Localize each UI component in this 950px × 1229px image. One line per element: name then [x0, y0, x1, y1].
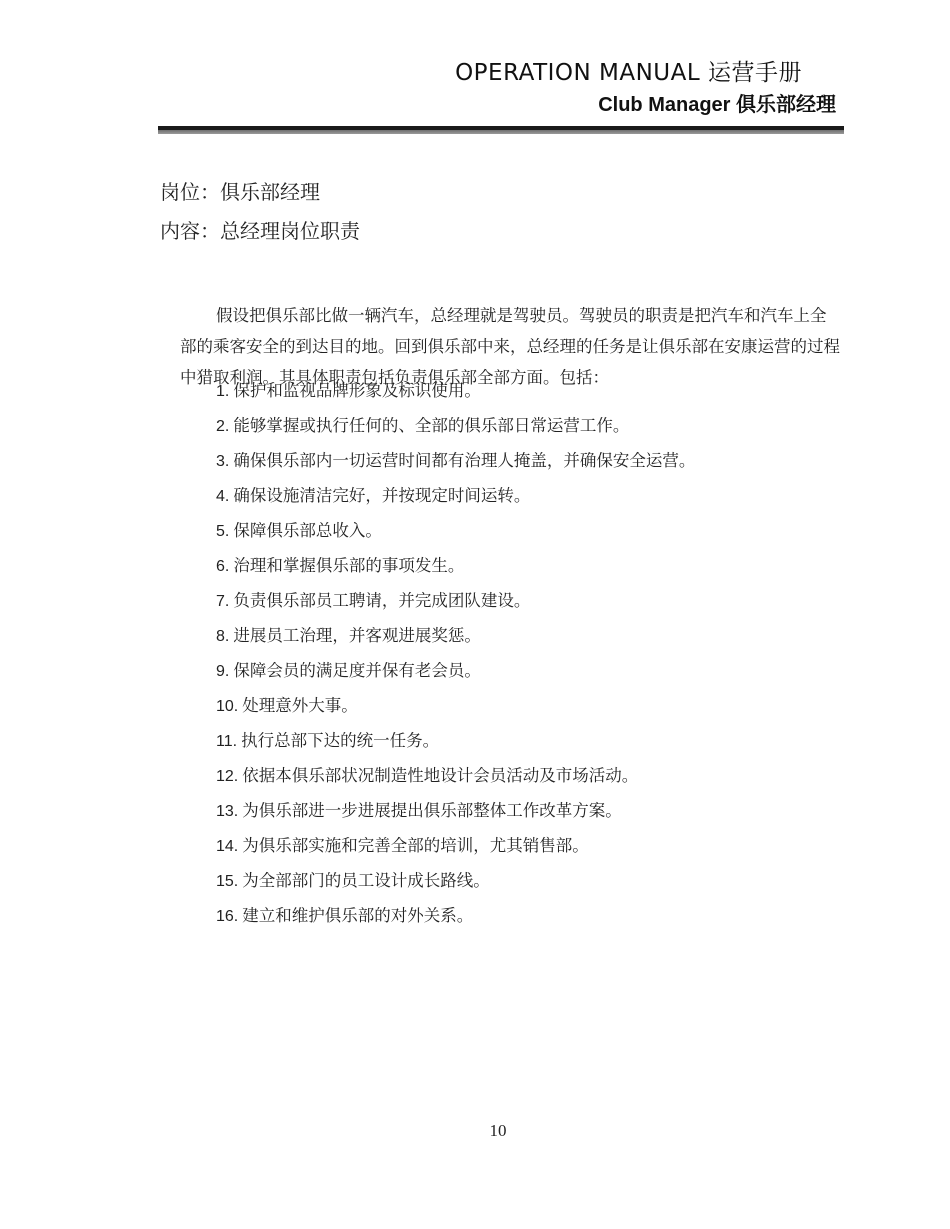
- duty-number: 16.: [216, 908, 239, 925]
- duty-item: [216, 412, 695, 447]
- position-line: 岗位：俱乐部经理: [160, 180, 320, 204]
- duty-number: 10.: [216, 698, 239, 715]
- page-number: 10: [489, 1121, 507, 1140]
- duty-text: 依据本俱乐部状况制造性地设计会员活动及市场活动。: [242, 766, 639, 785]
- duty-item: [216, 797, 695, 832]
- duty-text: 保障俱乐部总收入。: [233, 521, 382, 540]
- duties-list: [216, 377, 695, 937]
- duty-item: [216, 867, 695, 902]
- duty-text: 建立和维护俱乐部的对外关系。: [242, 906, 474, 925]
- duty-text: 处理意外大事。: [242, 696, 358, 715]
- duty-text: 为俱乐部进一步进展提出俱乐部整体工作改革方案。: [242, 801, 622, 820]
- duty-text: 为俱乐部实施和完善全部的培训，尤其销售部。: [242, 836, 589, 855]
- duty-text: 保护和监视品牌形象及标识使用。: [233, 381, 481, 400]
- duty-item: [216, 447, 695, 482]
- duty-item: [216, 622, 695, 657]
- duty-text: 确保设施清洁完好，并按现定时间运转。: [233, 486, 531, 505]
- duty-number: 3.: [216, 453, 230, 470]
- duty-number: 1.: [216, 383, 230, 400]
- duty-text: 保障会员的满足度并保有老会员。: [233, 661, 481, 680]
- duty-number: 13.: [216, 803, 239, 820]
- duty-number: 9.: [216, 663, 230, 680]
- intro-paragraph: 假设把俱乐部比做一辆汽车，总经理就是驾驶员。驾驶员的职责是把汽车和汽车上全部的乘客安全的到达目的地。回到俱乐部中来，总经理的任务是让俱乐部在安康运营的过程中猎取利润。其具体职责包括负责俱乐部全部方面。包括：: [180, 305, 840, 387]
- duty-item: [216, 482, 695, 517]
- duty-number: 5.: [216, 523, 230, 540]
- header-divider: [158, 126, 844, 134]
- duty-number: 14.: [216, 838, 239, 855]
- duty-text: 负责俱乐部员工聘请，并完成团队建设。: [233, 591, 531, 610]
- duty-number: 2.: [216, 418, 230, 435]
- duty-text: 确保俱乐部内一切运营时间都有治理人掩盖，并确保安全运营。: [233, 451, 696, 470]
- duty-item: [216, 762, 695, 797]
- duty-item: [216, 517, 695, 552]
- duty-number: 15.: [216, 873, 239, 890]
- duty-text: 进展员工治理，并客观进展奖惩。: [233, 626, 481, 645]
- duty-number: 7.: [216, 593, 230, 610]
- duty-item: [216, 657, 695, 692]
- duty-text: 执行总部下达的统一任务。: [241, 731, 440, 750]
- duty-number: 6.: [216, 558, 230, 575]
- duty-text: 为全部部门的员工设计成长路线。: [242, 871, 490, 890]
- duty-text: 能够掌握或执行任何的、全部的俱乐部日常运营工作。: [233, 416, 630, 435]
- duty-number: 4.: [216, 488, 230, 505]
- content-line: 内容：总经理岗位职责: [160, 219, 360, 243]
- duty-item: [216, 552, 695, 587]
- manual-title: OPERATION MANUAL 运营手册: [455, 60, 802, 86]
- duty-item: [216, 727, 695, 762]
- duty-number: 12.: [216, 768, 239, 785]
- duty-number: 11.: [216, 733, 238, 750]
- duty-text: 治理和掌握俱乐部的事项发生。: [233, 556, 465, 575]
- manual-subtitle: Club Manager 俱乐部经理: [598, 94, 836, 116]
- duty-item: [216, 587, 695, 622]
- duty-item: [216, 377, 695, 412]
- duty-item: [216, 832, 695, 867]
- duty-item: [216, 692, 695, 727]
- duty-number: 8.: [216, 628, 230, 645]
- duty-item: [216, 902, 695, 937]
